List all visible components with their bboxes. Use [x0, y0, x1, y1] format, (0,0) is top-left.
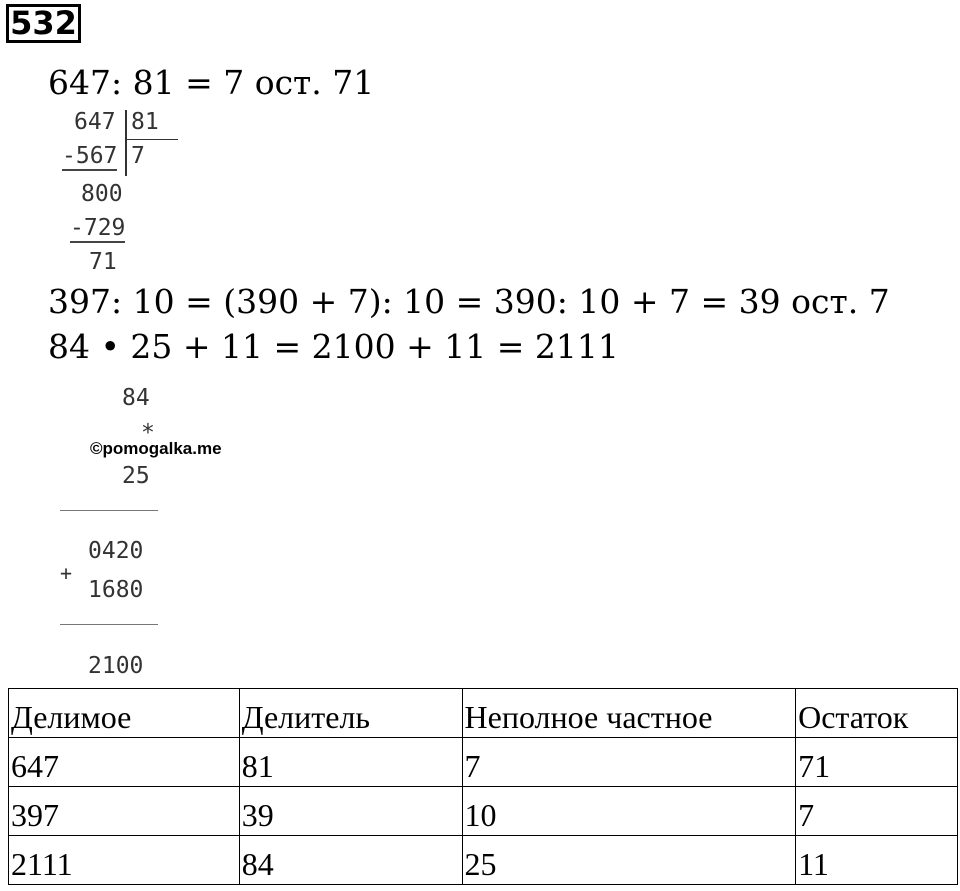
equation-line-2: 397: 10 = (390 + 7): 10 = 390: 10 + 7 = 39 ост. 7	[48, 282, 890, 321]
header-divisor: Делитель	[239, 689, 462, 738]
table-cell: 84	[239, 836, 462, 885]
division-subtrahend-2: -729	[70, 215, 126, 241]
division-quotient: 7	[131, 143, 145, 169]
multiplication-factor-1: 84	[122, 385, 150, 411]
multiplication-line-1	[60, 510, 158, 511]
header-dividend: Делимое	[9, 689, 240, 738]
division-remainder: 71	[89, 249, 117, 275]
division-subtrahend-1: -567	[62, 143, 118, 169]
multiplication-operator: *	[141, 420, 155, 446]
equation-line-1: 647: 81 = 7 ост. 71	[48, 63, 375, 102]
multiplication-line-2	[60, 624, 158, 625]
division-step: 800	[81, 181, 123, 207]
table-row	[9, 738, 958, 787]
task-number: 532	[6, 4, 81, 43]
multiplication-factor-2: 25	[122, 463, 150, 489]
division-divisor-line	[126, 139, 178, 140]
plus-sign: +	[60, 561, 73, 585]
multiplication-partial-2: 1680	[88, 577, 144, 603]
header-remainder: Остаток	[796, 689, 958, 738]
table-header-row	[9, 689, 958, 738]
table-cell: 71	[796, 738, 958, 787]
equation-line-3: 84 • 25 + 11 = 2100 + 11 = 2111	[48, 327, 619, 366]
division-vertical-bar	[125, 110, 127, 176]
division-dividend: 647	[74, 109, 116, 135]
multiplication-partial-1: 0420	[88, 538, 144, 564]
table-cell: 25	[462, 836, 796, 885]
table-cell: 10	[462, 787, 796, 836]
table-cell: 7	[462, 738, 796, 787]
table-cell: 2111	[9, 836, 240, 885]
table-cell: 7	[796, 787, 958, 836]
table-row	[9, 787, 958, 836]
division-divisor: 81	[131, 109, 159, 135]
results-table	[8, 688, 958, 885]
header-quotient: Неполное частное	[462, 689, 796, 738]
table-cell: 11	[796, 836, 958, 885]
table-cell: 81	[239, 738, 462, 787]
table-cell: 647	[9, 738, 240, 787]
watermark: ©pomogalka.me	[90, 439, 222, 458]
table-cell: 397	[9, 787, 240, 836]
table-cell: 39	[239, 787, 462, 836]
multiplication-result: 2100	[88, 653, 144, 679]
table-row	[9, 836, 958, 885]
